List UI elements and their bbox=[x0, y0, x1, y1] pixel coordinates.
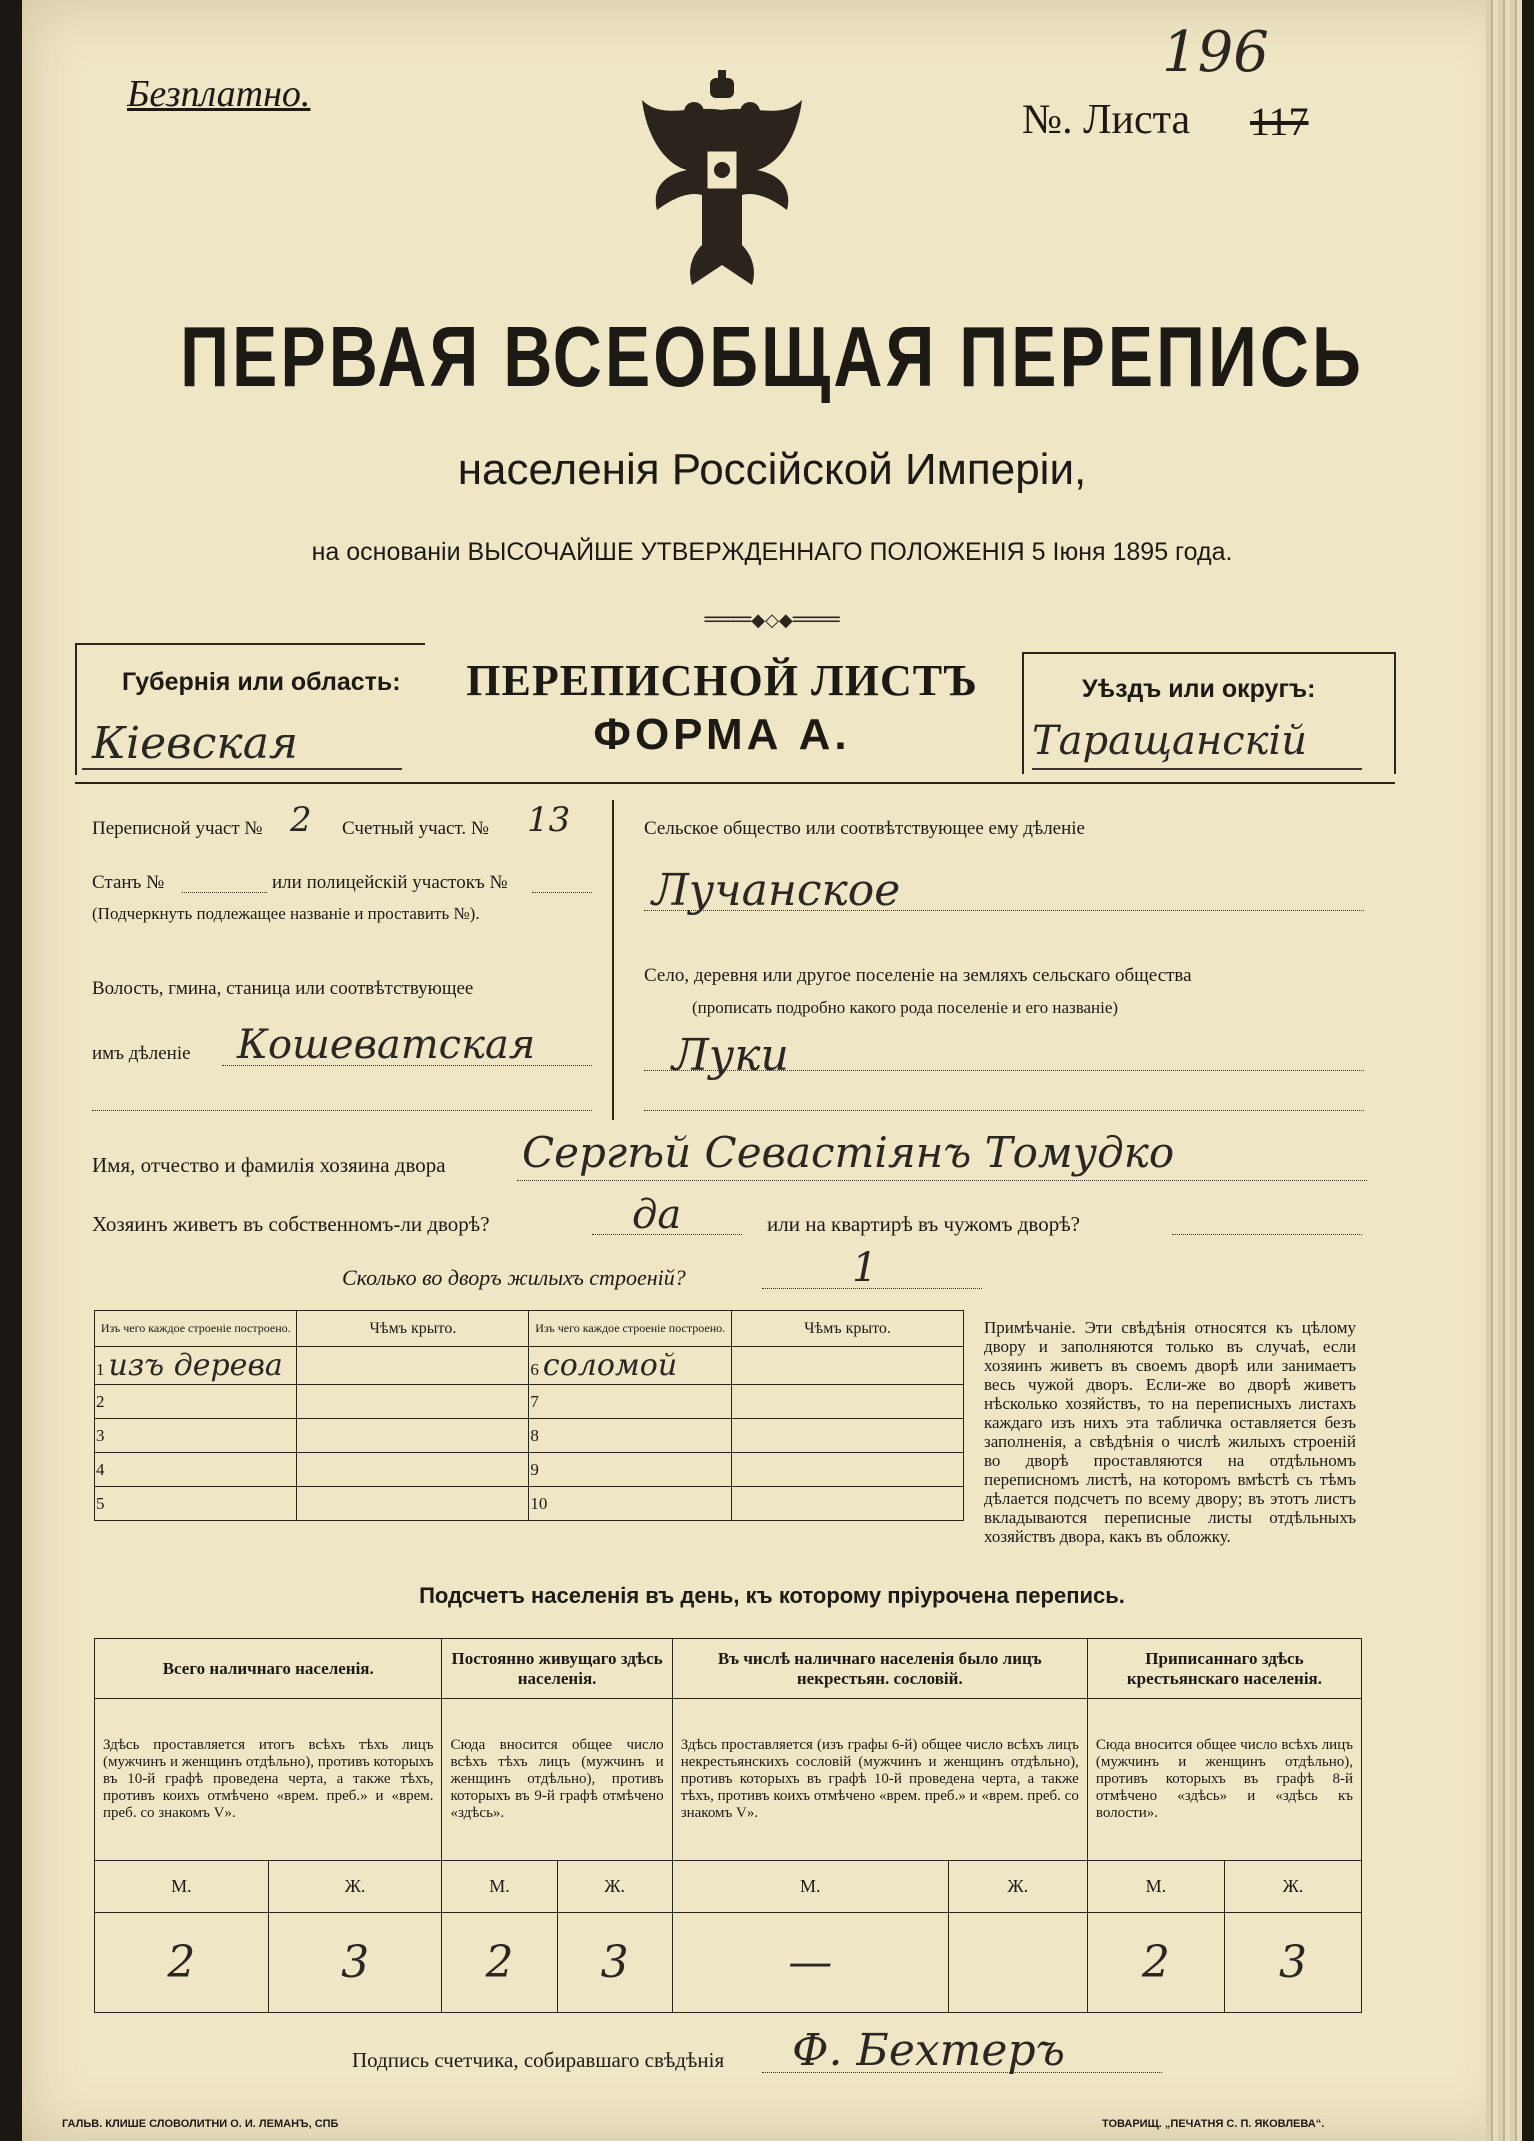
count-value: 2 bbox=[442, 1913, 557, 2013]
f-label: Ж. bbox=[557, 1861, 672, 1913]
f-label: Ж. bbox=[1224, 1861, 1361, 1913]
col-roof-right: Чѣмъ крыто. bbox=[732, 1311, 964, 1347]
m-label: М. bbox=[1087, 1861, 1224, 1913]
buildings-table bbox=[94, 1310, 964, 1521]
volost-label: Волость, гмина, станица или соотвѣтствующее bbox=[92, 978, 474, 999]
buildings-label: Сколько во дворъ жилыхъ строеній? bbox=[342, 1265, 686, 1290]
footer-right: ТОВАРИЩ. „ПЕЧАТНЯ С. П. ЯКОВЛЕВА“. bbox=[1102, 2118, 1325, 2130]
owner-name-value: Сергѣй Севастіянъ Томудко bbox=[522, 1128, 1175, 1177]
table-row: 1 изъ дерева 6 соломой bbox=[95, 1347, 964, 1385]
col-material-right: Изъ чего каждое строеніе построено. bbox=[529, 1311, 732, 1347]
census-section-value: 2 bbox=[290, 800, 312, 840]
society-label: Сельское общество или соотвѣтствующее ему дѣленіе bbox=[644, 818, 1085, 839]
volost-value: Кошеватская bbox=[237, 1022, 536, 1068]
table-row: 3 8 bbox=[95, 1419, 964, 1453]
count-col-3-desc: Здѣсь проставляется (изъ графы 6-й) общее число всѣхъ лицъ некрестьянскихъ сословій (мужчинъ и женщинъ отдѣльно), противъ которыхъ въ графѣ 10-й проведена черта, а также тѣхъ, противъ коихъ отмѣчено «врем. преб.» и «врем. преб. со знакомъ V». bbox=[672, 1699, 1087, 1861]
footer-left: ГАЛЬВ. КЛИШЕ СЛОВОЛИТНИ О. И. ЛЕМАНЪ, СПБ bbox=[62, 2118, 339, 2130]
col-material-left: Изъ чего каждое строеніе построено. bbox=[95, 1311, 297, 1347]
free-label: Безплатно. bbox=[127, 73, 311, 115]
buildings-value: 1 bbox=[852, 1245, 878, 1291]
signature-label: Подпись счетчика, собиравшаго свѣдѣнія bbox=[352, 2048, 725, 2072]
sheet-number-struck: 117 bbox=[1250, 99, 1309, 144]
owner-lives-value: да bbox=[632, 1192, 682, 1238]
count-value: 3 bbox=[268, 1913, 442, 2013]
count-value: 3 bbox=[557, 1913, 672, 2013]
population-count-table bbox=[94, 1638, 1362, 2013]
owner-lives-label: Хозяинъ живетъ въ собственномъ-ли дворѣ? bbox=[92, 1212, 490, 1236]
form-label: ФОРМА А. bbox=[593, 710, 851, 759]
m-label: М. bbox=[672, 1861, 948, 1913]
stan-label: Станъ № bbox=[92, 872, 165, 893]
basis-line: на основаніи ВЫСОЧАЙШЕ УТВЕРЖДЕННАГО ПОЛОЖЕНІЯ 5 Іюня 1895 года. bbox=[311, 538, 1233, 566]
ornament-divider: ═══◆◇◆═══ bbox=[704, 606, 840, 631]
count-col-4-head: Приписаннаго здѣсь крестьянскаго населенія. bbox=[1087, 1639, 1361, 1699]
census-section-label: Переписной участ № bbox=[92, 818, 263, 839]
count-col-1-head: Всего наличнаго населенія. bbox=[95, 1639, 442, 1699]
count-value bbox=[948, 1913, 1087, 2013]
count-col-3-head: Въ числѣ наличнаго населенія было лицъ некрестьян. сословій. bbox=[672, 1639, 1087, 1699]
volost-label-2: имъ дѣленіе bbox=[92, 1043, 191, 1064]
table-row: 4 9 bbox=[95, 1453, 964, 1487]
count-col-2-desc: Сюда вносится общее число всѣхъ тѣхъ лицъ (мужчинъ и женщинъ отдѣльно), противъ которыхъ въ 9-й графѣ отмѣчено «здѣсь». bbox=[442, 1699, 672, 1861]
society-value: Лучанское bbox=[652, 865, 901, 916]
counting-section-label: Счетный участ. № bbox=[342, 818, 489, 839]
stan-or-label: или полицейскій участокъ № bbox=[272, 872, 508, 893]
census-sheet bbox=[22, 0, 1522, 2141]
main-title: ПЕРВАЯ ВСЕОБЩАЯ ПЕРЕПИСЬ bbox=[180, 309, 1364, 405]
table-row: 5 10 bbox=[95, 1487, 964, 1521]
m-label: М. bbox=[442, 1861, 557, 1913]
count-value: — bbox=[672, 1913, 948, 2013]
f-label: Ж. bbox=[948, 1861, 1087, 1913]
subtitle: населенія Россійской Имперіи, bbox=[457, 445, 1087, 494]
sheet-number-handwritten: 196 bbox=[1162, 20, 1269, 85]
count-col-2-head: Постоянно живущаго здѣсь населенія. bbox=[442, 1639, 672, 1699]
province-value: Кіевская bbox=[92, 718, 299, 769]
material-cell: изъ дерева bbox=[108, 1348, 283, 1383]
imperial-eagle-icon bbox=[632, 70, 812, 300]
material-cell: соломой bbox=[542, 1348, 678, 1383]
f-label: Ж. bbox=[268, 1861, 442, 1913]
village-label: Село, деревня или другое поселеніе на земляхъ сельскаго общества bbox=[644, 965, 1192, 986]
m-label: М. bbox=[95, 1861, 269, 1913]
sheet-number-label: №. Листа bbox=[1022, 97, 1191, 143]
count-col-4-desc: Сюда вносится общее число всѣхъ лицъ (мужчинъ и женщинъ отдѣльно), противъ которыхъ въ графѣ 8-й отмѣчено «здѣсь» и «здѣсь къ волости». bbox=[1087, 1699, 1361, 1861]
village-value: Луки bbox=[672, 1030, 789, 1081]
count-title: Подсчетъ населенія въ день, къ которому пріурочена перепись. bbox=[419, 1583, 1125, 1608]
count-col-1-desc: Здѣсь проставляется итогъ всѣхъ тѣхъ лицъ (мужчинъ и женщинъ отдѣльно), противъ которыхъ въ 10-й графѣ проведена черта, а также тѣхъ, противъ коихъ отмѣчено «врем. преб.» и «врем. преб. со знакомъ V». bbox=[95, 1699, 442, 1861]
underline-note: (Подчеркнуть подлежащее названіе и проставить №). bbox=[92, 904, 480, 923]
form-heading: ПЕРЕПИСНОЙ ЛИСТЪ bbox=[466, 656, 978, 705]
owner-name-label: Имя, отчество и фамилія хозяина двора bbox=[92, 1153, 446, 1177]
counting-section-value: 13 bbox=[527, 800, 571, 840]
note-text: Примѣчаніе. Эти свѣдѣнія относятся къ цѣлому двору и заполняются только въ случаѣ, если хозяинъ живетъ въ своемъ дворѣ или занимаетъ весь чужой дворъ. Если-же во дворѣ живетъ нѣсколько хозяйствъ, то на переписныхъ листахъ каждаго изъ нихъ эта табличка оставляется безъ заполненія, а свѣдѣнія о числѣ жилыхъ строеній во дворѣ проставляются на отдѣльномъ переписномъ листѣ, на которомъ вмѣстѣ съ тѣмъ дѣлается подсчетъ по всему двору; въ этотъ листъ вкладываются переписные листы отдѣльныхъ хозяйствъ двора, какъ въ обложку. bbox=[984, 1318, 1356, 1546]
signature-value: Ф. Бехтеръ bbox=[792, 2025, 1065, 2076]
count-value: 3 bbox=[1224, 1913, 1361, 2013]
district-label: Уѣздъ или округъ: bbox=[1082, 675, 1316, 703]
col-roof-left: Чѣмъ крыто. bbox=[297, 1311, 529, 1347]
count-value: 2 bbox=[1087, 1913, 1224, 2013]
owner-rent-label: или на квартирѣ въ чужомъ дворѣ? bbox=[767, 1212, 1080, 1236]
village-note: (прописать подробно какого рода поселеніе и его названіе) bbox=[692, 998, 1119, 1017]
table-row: 2 7 bbox=[95, 1385, 964, 1419]
count-value: 2 bbox=[95, 1913, 269, 2013]
district-value: Таращанскій bbox=[1032, 718, 1308, 764]
province-label: Губернія или область: bbox=[122, 668, 401, 696]
